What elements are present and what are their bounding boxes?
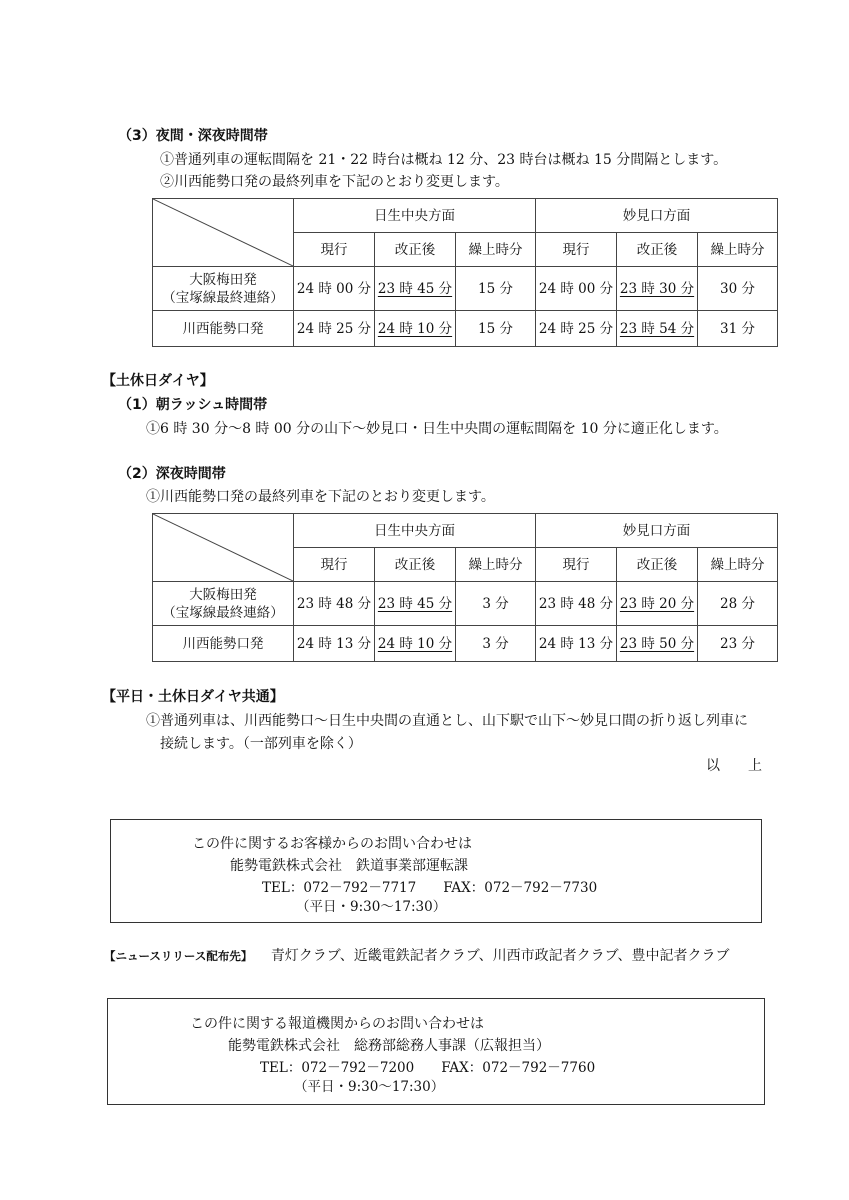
press-contact-hours: （平日・9:30～17:30）	[294, 1079, 445, 1095]
cell: 24 時 25 分	[536, 311, 617, 347]
cell: 24 時 00 分	[294, 267, 375, 311]
row-label-umeda: 大阪梅田発 （宝塚線最終連絡）	[153, 267, 294, 311]
holiday-heading-morning: （1）朝ラッシュ時間帯	[118, 397, 268, 413]
col-current: 現行	[536, 548, 617, 582]
night-line-2: ②川西能勢口発の最終列車を下記のとおり変更します。	[160, 174, 509, 190]
cell: 23 時 48 分	[294, 582, 375, 626]
table-row	[153, 267, 778, 311]
customer-contact-intro: この件に関するお客様からのお問い合わせは	[192, 836, 472, 852]
col-revised: 改正後	[617, 233, 698, 267]
row-label-kawanishi: 川西能勢口発	[153, 311, 294, 347]
cell-revised: 23 時 45 分	[375, 582, 456, 626]
cell: 24 時 25 分	[294, 311, 375, 347]
customer-contact-hours: （平日・9:30～17:30）	[296, 899, 447, 915]
common-line-2: 接続します。（一部列車を除く）	[160, 736, 362, 752]
col-revised: 改正後	[375, 233, 456, 267]
table-row	[153, 311, 778, 347]
distribution-clubs: 青灯クラブ、近畿電鉄記者クラブ、川西市政記者クラブ、豊中記者クラブ	[270, 948, 730, 964]
row-label-kawanishi: 川西能勢口発	[153, 626, 294, 662]
header-hieno-direction: 日生中央方面	[294, 514, 536, 548]
cell: 30 分	[698, 267, 778, 311]
col-diff: 繰上時分	[698, 233, 778, 267]
col-diff: 繰上時分	[456, 548, 536, 582]
cell-revised: 24 時 10 分	[375, 626, 456, 662]
cell: 23 分	[698, 626, 778, 662]
table-row	[153, 582, 778, 626]
cell-revised: 23 時 20 分	[617, 582, 698, 626]
cell: 28 分	[698, 582, 778, 626]
distribution-label: 【ニュースリリース配布先】	[104, 949, 253, 963]
diagonal-line	[153, 514, 293, 581]
press-contact-intro: この件に関する報道機関からのお問い合わせは	[190, 1016, 484, 1032]
cell: 24 時 13 分	[536, 626, 617, 662]
col-revised: 改正後	[375, 548, 456, 582]
section-holiday: 【土休日ダイヤ】	[102, 373, 214, 389]
diagonal-header-cell	[153, 514, 294, 582]
cell: 24 時 00 分	[536, 267, 617, 311]
cell-revised: 23 時 30 分	[617, 267, 698, 311]
section-heading-night: （3）夜間・深夜時間帯	[118, 128, 268, 144]
weekday-last-train-table	[152, 198, 778, 347]
holiday-heading-night: （2）深夜時間帯	[118, 466, 226, 482]
cell: 15 分	[456, 267, 536, 311]
press-contact-phone: TEL：072－792－7200 FAX：072－792－7760	[260, 1060, 596, 1076]
col-revised: 改正後	[617, 548, 698, 582]
col-diff: 繰上時分	[456, 233, 536, 267]
night-line-1: ①普通列車の運転間隔を 21・22 時台は概ね 12 分、23 時台は概ね 15 分間隔とします。	[160, 152, 728, 168]
header-myoken-direction: 妙見口方面	[536, 514, 778, 548]
closing-mark: 以 上	[706, 758, 762, 774]
cell: 31 分	[698, 311, 778, 347]
diagonal-header-cell	[153, 199, 294, 267]
customer-contact-dept: 能勢電鉄株式会社 鉄道事業部運転課	[230, 858, 468, 874]
table-row	[153, 626, 778, 662]
row-label-umeda: 大阪梅田発 （宝塚線最終連絡）	[153, 582, 294, 626]
cell: 24 時 13 分	[294, 626, 375, 662]
cell: 23 時 48 分	[536, 582, 617, 626]
header-myoken-direction: 妙見口方面	[536, 199, 778, 233]
press-contact-dept: 能勢電鉄株式会社 総務部総務人事課（広報担当）	[228, 1038, 550, 1054]
diagonal-line	[153, 199, 293, 266]
cell: 3 分	[456, 626, 536, 662]
col-current: 現行	[536, 233, 617, 267]
holiday-night-line: ①川西能勢口発の最終列車を下記のとおり変更します。	[146, 489, 495, 505]
common-line-1: ①普通列車は、川西能勢口～日生中央間の直通とし、山下駅で山下～妙見口間の折り返し列車に	[146, 713, 748, 729]
header-hieno-direction: 日生中央方面	[294, 199, 536, 233]
customer-contact-phone: TEL：072－792－7717 FAX：072－792－7730	[262, 880, 598, 896]
col-current: 現行	[294, 233, 375, 267]
col-current: 現行	[294, 548, 375, 582]
distribution-line	[104, 946, 729, 966]
section-common: 【平日・土休日ダイヤ共通】	[102, 689, 284, 705]
cell-revised: 23 時 50 分	[617, 626, 698, 662]
holiday-morning-line: ①6 時 30 分～8 時 00 分の山下～妙見口・日生中央間の運転間隔を 10 分に適正化します。	[146, 421, 728, 437]
cell-revised: 23 時 45 分	[375, 267, 456, 311]
cell: 15 分	[456, 311, 536, 347]
cell: 3 分	[456, 582, 536, 626]
cell-revised: 23 時 54 分	[617, 311, 698, 347]
col-diff: 繰上時分	[698, 548, 778, 582]
cell-revised: 24 時 10 分	[375, 311, 456, 347]
holiday-last-train-table	[152, 513, 778, 662]
